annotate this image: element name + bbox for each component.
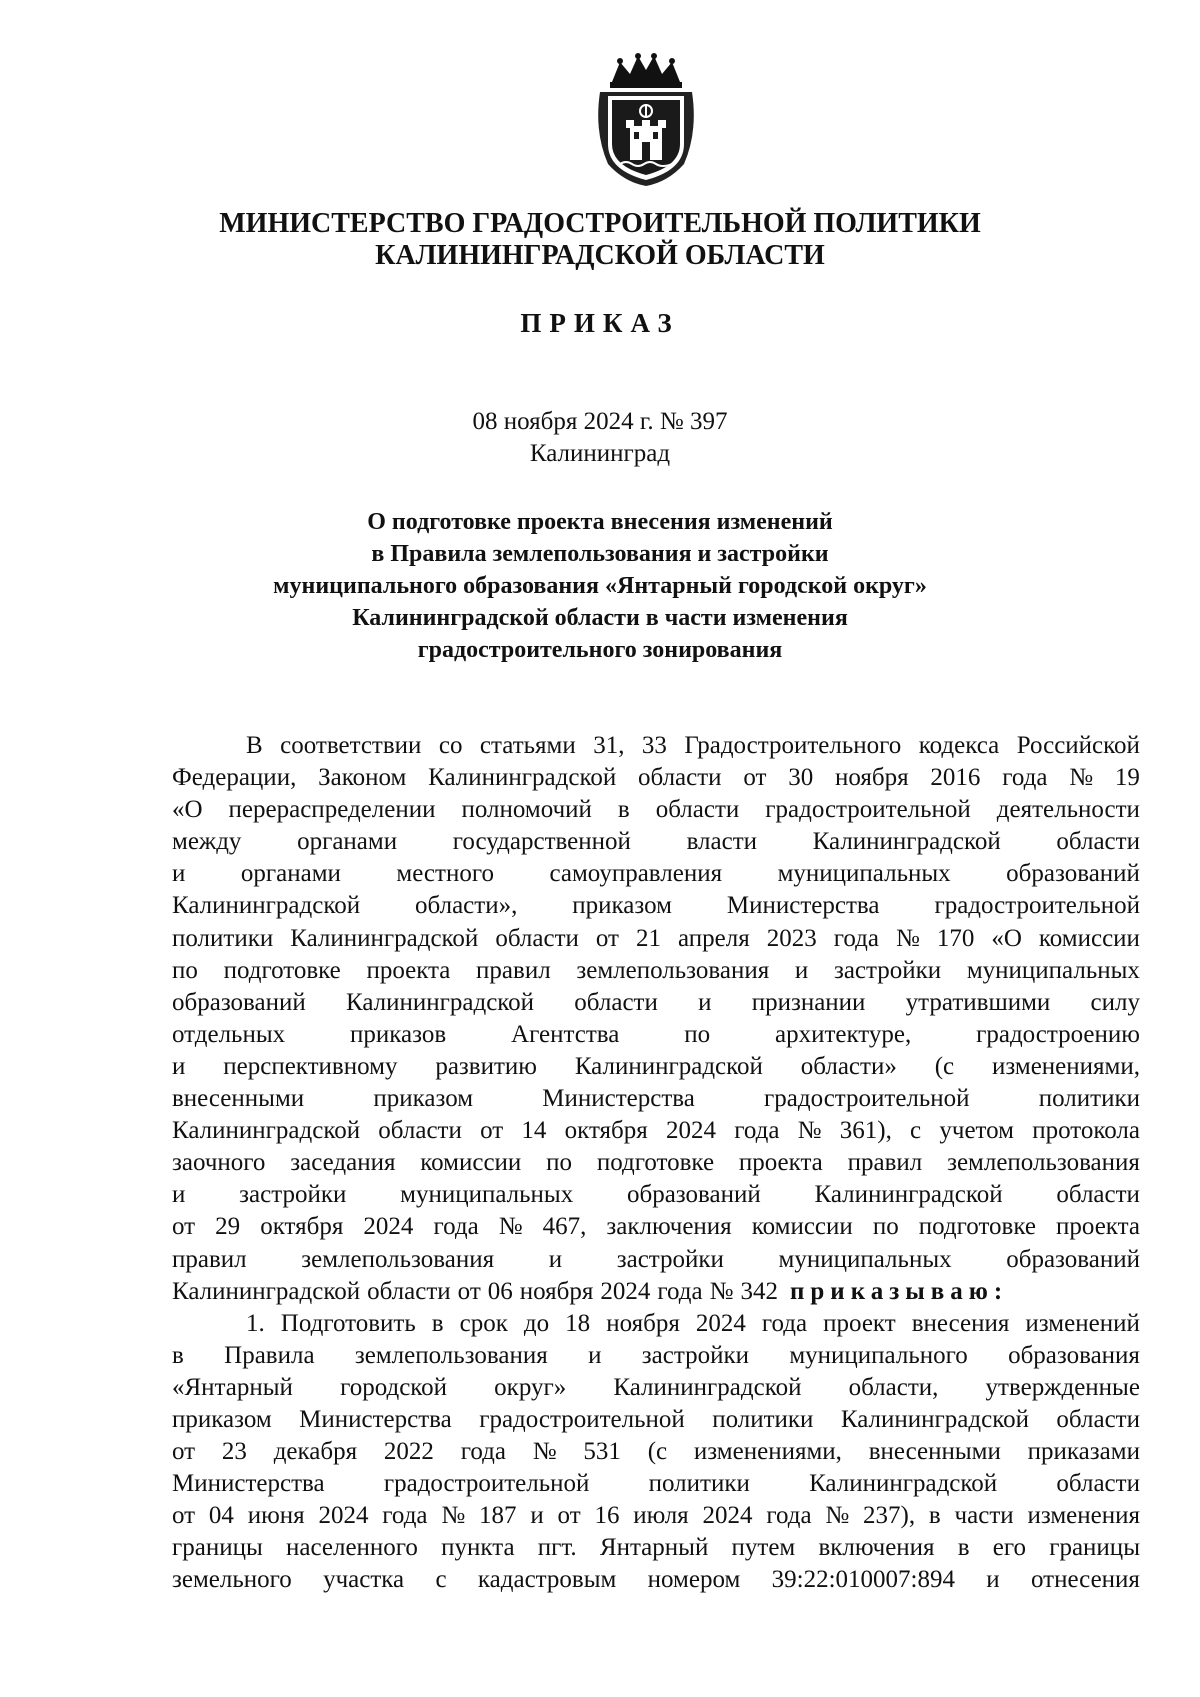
body-word: от <box>557 1502 581 1530</box>
subject-line: муниципального образования «Янтарный городской округ» <box>273 573 927 599</box>
body-word: (с <box>647 1438 668 1466</box>
body-word: и <box>986 1566 1000 1594</box>
body-word: в <box>431 1309 444 1337</box>
body-word: проекта <box>1056 1213 1140 1241</box>
body-word: землепользования <box>354 1341 548 1369</box>
body-line <box>172 890 1140 922</box>
body-word: силу <box>1090 988 1140 1016</box>
body-word: 14 <box>521 1117 547 1145</box>
body-word: и <box>548 1245 563 1273</box>
body-line <box>172 1147 1140 1179</box>
body-word: границы <box>1049 1534 1140 1562</box>
subject-line: О подготовке проекта внесения изменений <box>367 509 833 535</box>
body-word: деятельности <box>996 796 1140 824</box>
body-line <box>172 1276 1140 1308</box>
body-word: в <box>928 1502 941 1530</box>
body-word: от <box>172 1438 196 1466</box>
body-word: 2024 <box>666 1117 716 1145</box>
body-word: 170 <box>936 924 975 952</box>
body-word: самоуправления <box>549 860 723 888</box>
body-word: и <box>172 1052 186 1080</box>
body-word: от <box>172 1213 196 1241</box>
body-word: признании <box>751 988 866 1016</box>
body-word: № <box>441 1502 466 1530</box>
body-word: области» <box>800 1052 897 1080</box>
body-line <box>172 1051 1140 1083</box>
body-word: области <box>378 1117 462 1145</box>
body-word: области, <box>848 1373 939 1401</box>
body-word: подготовке <box>596 1149 715 1177</box>
body-word: в <box>957 1534 970 1562</box>
body-word: апреля <box>678 924 750 952</box>
body-word: 23 <box>221 1438 247 1466</box>
body-word: 16 <box>594 1502 620 1530</box>
body-word: приказами <box>1027 1438 1140 1466</box>
body-word: области <box>1056 1405 1140 1433</box>
body-line <box>172 955 1140 987</box>
body-word: кадастровым <box>477 1566 617 1594</box>
body-word: утратившими <box>905 988 1051 1016</box>
body-word: образований <box>172 988 306 1016</box>
body-line <box>172 1404 1140 1436</box>
body-word: от <box>480 1117 504 1145</box>
body-word: приказом <box>373 1085 474 1113</box>
body-word: года <box>433 1213 479 1241</box>
body-word: «Янтарный <box>172 1373 293 1401</box>
body-word: изменениями, <box>693 1438 842 1466</box>
subject-line: Калининградской области в части изменения <box>352 605 848 631</box>
body-word: Калининградской <box>574 1052 763 1080</box>
body-word: срок <box>459 1309 508 1337</box>
body-word: 1. <box>246 1309 265 1337</box>
body-word: ноября <box>606 1309 680 1337</box>
order-subject <box>0 506 1200 666</box>
body-word: подготовке <box>223 956 341 984</box>
body-word: населенного <box>286 1534 418 1562</box>
body-word: застройки <box>616 1245 724 1273</box>
body-word: 2024 <box>702 1502 753 1530</box>
body-word: в <box>172 1341 184 1369</box>
body-word: части <box>954 1502 1014 1530</box>
body-line <box>172 1211 1140 1243</box>
body-word: Калининградской <box>172 892 361 920</box>
body-word: его <box>992 1534 1026 1562</box>
body-line <box>172 1500 1140 1532</box>
body-word: 467, <box>542 1213 587 1241</box>
body-word: местного <box>396 860 494 888</box>
body-line <box>172 858 1140 890</box>
body-line <box>172 1468 1140 1500</box>
body-word: приказом <box>572 892 672 920</box>
body-word: июня <box>247 1502 305 1530</box>
body-word: года <box>382 1502 428 1530</box>
body-word: приказов <box>350 1020 447 1048</box>
body-word: 2024 <box>363 1213 414 1241</box>
body-word: 237), <box>863 1502 916 1530</box>
body-word: Подготовить <box>280 1309 416 1337</box>
body-word: отнесения <box>1030 1566 1140 1594</box>
body-line <box>172 1179 1140 1211</box>
body-word: соответствии <box>280 732 422 759</box>
body-word: 18 <box>565 1309 591 1337</box>
body-line <box>172 1308 1140 1340</box>
body-word: перераспределении <box>228 796 436 824</box>
body-word: градостроению <box>976 1020 1140 1048</box>
body-word: 2024 <box>600 1277 651 1305</box>
body-word: области <box>637 764 722 792</box>
body-word: округ» <box>494 1373 567 1401</box>
body-word: утвержденные <box>985 1373 1140 1401</box>
body-word: подготовке <box>918 1213 1036 1241</box>
body-word: Калининградской <box>814 1181 1003 1209</box>
body-word: землепользования <box>947 1149 1140 1177</box>
body-word: В <box>246 732 263 759</box>
body-word: Российской <box>1016 732 1140 759</box>
body-word: и <box>530 1502 544 1530</box>
body-word: области <box>495 924 579 952</box>
body-line <box>172 826 1140 858</box>
body-word: муниципальных <box>966 956 1140 984</box>
body-word: октября <box>564 1117 648 1145</box>
order-city: Калининград <box>529 440 671 467</box>
body-word: власти <box>686 828 758 856</box>
body-word: года <box>761 1309 808 1337</box>
body-word: по <box>872 1213 899 1241</box>
body-word: Министерства <box>726 892 880 920</box>
body-word: от <box>595 924 619 952</box>
body-word: ноября <box>519 1277 594 1305</box>
body-word: 187 <box>479 1502 517 1530</box>
body-word: органами <box>240 860 341 888</box>
body-word: Калининградской <box>613 1373 802 1401</box>
body-word: по <box>684 1020 711 1048</box>
body-word: муниципального <box>789 1341 968 1369</box>
body-word: 2024 <box>318 1502 369 1530</box>
subject-line: в Правила землепользования и застройки <box>371 541 829 567</box>
body-word: земельного <box>172 1566 292 1594</box>
body-word: границы <box>172 1534 263 1562</box>
body-word: № <box>895 924 920 952</box>
body-word: градостроительной <box>479 1405 685 1433</box>
body-word: образований <box>1006 860 1140 888</box>
body-word: проекта <box>366 956 451 984</box>
body-word: статьями <box>479 732 576 759</box>
body-word: перспективному <box>223 1052 398 1080</box>
body-word: Янтарный <box>599 1534 709 1562</box>
body-word: проекта <box>738 1149 823 1177</box>
body-word: комиссии <box>420 1149 522 1177</box>
body-word: года <box>460 1438 506 1466</box>
body-word: и <box>172 1181 186 1209</box>
body-word: архитектуре, <box>774 1020 912 1048</box>
body-word: года <box>766 1502 812 1530</box>
body-line <box>172 1115 1140 1147</box>
body-word: Министерства <box>542 1085 695 1113</box>
body-word: Калининградской <box>840 1405 1029 1433</box>
body-word: № <box>797 1117 822 1145</box>
body-word: государственной <box>452 828 631 856</box>
body-line <box>172 1083 1140 1115</box>
body-word: № <box>498 1213 523 1241</box>
body-word: «О <box>991 924 1022 952</box>
body-word: Калининградской <box>809 1470 998 1498</box>
body-word: изменениями, <box>991 1052 1140 1080</box>
body-word: 39:22:010007:894 <box>771 1566 955 1594</box>
body-word: 361), <box>839 1117 892 1145</box>
body-word: полномочий <box>461 796 592 824</box>
body-word: декабря <box>273 1438 358 1466</box>
body-word: Агентства <box>511 1020 620 1048</box>
body-word: с <box>910 1117 922 1145</box>
body-word: пункта <box>441 1534 515 1562</box>
body-word: 29 <box>215 1213 241 1241</box>
ministry-name-line-2: КАЛИНИНГРАДСКОЙ ОБЛАСТИ <box>375 240 825 271</box>
body-word: 342 <box>740 1277 778 1305</box>
body-word: Калининградской <box>290 924 479 952</box>
body-word: номером <box>647 1566 741 1594</box>
body-line <box>172 730 1140 762</box>
body-word: землепользования <box>301 1245 495 1273</box>
body-line <box>172 987 1140 1019</box>
body-word: Правила <box>224 1341 315 1369</box>
body-word: № <box>1069 764 1094 792</box>
body-word: 33 <box>641 732 667 759</box>
order-word: приказываю: <box>789 1277 1009 1305</box>
body-word: области <box>655 796 740 824</box>
date-and-place <box>0 406 1200 470</box>
body-word: заочного <box>172 1149 266 1177</box>
body-word: Министерства <box>172 1470 325 1498</box>
coat-of-arms-emblem <box>590 52 702 188</box>
body-line <box>172 1564 1140 1596</box>
body-word: 30 <box>788 764 814 792</box>
body-word: правил <box>476 956 551 984</box>
body-word: заключения <box>606 1213 732 1241</box>
body-word: Законом <box>318 764 407 792</box>
body-word: застройки <box>833 956 942 984</box>
body-word: и <box>698 988 712 1016</box>
body-line <box>172 1436 1140 1468</box>
body-word: внесенными <box>868 1438 1001 1466</box>
body-word: образований <box>626 1181 761 1209</box>
body-word: по <box>546 1149 573 1177</box>
body-word: 2016 <box>930 764 981 792</box>
body-word: № <box>532 1438 557 1466</box>
ministry-name-line-1: МИНИСТЕРСТВО ГРАДОСТРОИТЕЛЬНОЙ ПОЛИТИКИ <box>219 208 981 239</box>
body-word: политики <box>712 1405 814 1433</box>
body-word: застройки <box>641 1341 749 1369</box>
body-word: июля <box>633 1502 689 1530</box>
body-word: года <box>1002 764 1048 792</box>
body-word: Министерства <box>299 1405 452 1433</box>
body-word: области <box>367 1277 451 1305</box>
body-word: между <box>172 828 242 856</box>
body-word: участка <box>323 1566 405 1594</box>
body-line <box>172 1532 1140 1564</box>
body-word: области <box>1056 1470 1140 1498</box>
body-word: муниципальных <box>400 1181 574 1209</box>
body-word: заседания <box>290 1149 396 1177</box>
body-word: комиссии <box>1038 924 1140 952</box>
body-word: градостроительной <box>765 796 971 824</box>
body-word: 21 <box>636 924 661 952</box>
body-word: ноября <box>835 764 909 792</box>
body-word: и <box>794 956 809 984</box>
body-word: политики <box>648 1470 750 1498</box>
body-word: области <box>1056 1181 1140 1209</box>
body-word: городской <box>340 1373 448 1401</box>
body-word: Калининградской <box>345 988 535 1016</box>
document-type-title: ПРИКАЗ <box>520 308 680 338</box>
body-word: года <box>833 924 879 952</box>
body-word: 31, <box>593 732 625 759</box>
body-word: Градостроительного <box>684 732 902 759</box>
body-line <box>172 1244 1140 1276</box>
body-word: муниципальных <box>777 860 951 888</box>
body-word: от <box>172 1502 196 1530</box>
order-date-number: 08 ноября 2024 г. № 397 <box>472 408 728 435</box>
body-word: комиссии <box>751 1213 853 1241</box>
body-word: года <box>657 1277 703 1305</box>
body-word: № <box>825 1502 850 1530</box>
body-word: внесения <box>911 1309 1010 1337</box>
body-line <box>172 794 1140 826</box>
body-word: образований <box>1006 1245 1140 1273</box>
body-line <box>172 923 1140 955</box>
body-word: Калининградской <box>428 764 617 792</box>
body-line <box>172 1372 1140 1404</box>
body-word: землепользования <box>576 956 770 984</box>
body-word: муниципальных <box>778 1245 952 1273</box>
body-word: учетом <box>939 1117 1014 1145</box>
body-word: пгт. <box>537 1534 577 1562</box>
body-word: со <box>438 732 463 759</box>
body-word: 2023 <box>766 924 817 952</box>
body-word: по <box>172 956 198 984</box>
body-word: застройки <box>239 1181 347 1209</box>
body-word: области <box>1056 828 1140 856</box>
body-word: отдельных <box>172 1020 286 1048</box>
body-word: градостроительной <box>764 1085 970 1113</box>
body-word: изменения <box>1027 1502 1140 1530</box>
body-word: путем <box>731 1534 796 1562</box>
body-word: кодекса <box>918 732 1000 759</box>
body-word: приказом <box>172 1405 272 1433</box>
body-word: 04 <box>208 1502 234 1530</box>
body-word: № <box>709 1277 734 1305</box>
body-word: включения <box>818 1534 935 1562</box>
body-word: 06 <box>487 1277 513 1305</box>
body-word: «О <box>172 796 203 824</box>
ministry-name <box>0 208 1200 272</box>
body-word: проект <box>823 1309 896 1337</box>
body-word: политики <box>1038 1085 1140 1113</box>
body-word: внесенными <box>172 1085 305 1113</box>
body-word: протокола <box>1032 1117 1140 1145</box>
body-word: Федерации, <box>172 764 297 792</box>
body-word: органами <box>297 828 398 856</box>
order-body <box>172 730 1140 1597</box>
body-word: от <box>743 764 767 792</box>
body-word: политики <box>172 924 274 952</box>
body-word: 2022 <box>383 1438 434 1466</box>
body-word: 531 <box>583 1438 621 1466</box>
body-word: изменений <box>1025 1309 1140 1337</box>
body-word: от <box>457 1277 481 1305</box>
body-word: области», <box>415 892 518 920</box>
body-word: 19 <box>1114 764 1140 792</box>
body-word: образования <box>1008 1341 1140 1369</box>
body-word: до <box>523 1309 550 1337</box>
body-word: и <box>172 860 186 888</box>
body-line <box>172 1340 1140 1372</box>
body-word: развитию <box>435 1052 537 1080</box>
body-word: с <box>435 1566 447 1594</box>
body-word: октября <box>260 1213 344 1241</box>
body-line <box>172 1019 1140 1051</box>
body-word: правил <box>847 1149 923 1177</box>
subject-line: градостроительного зонирования <box>417 637 783 663</box>
body-word: 2024 <box>695 1309 746 1337</box>
body-word: градостроительной <box>934 892 1140 920</box>
body-word: Калининградской <box>172 1117 361 1145</box>
body-word: года <box>734 1117 780 1145</box>
body-word: градостроительной <box>383 1470 590 1498</box>
body-word: Калининградской <box>172 1277 361 1305</box>
body-word: правил <box>172 1245 247 1273</box>
body-word: в <box>617 796 630 824</box>
body-line <box>172 762 1140 794</box>
body-word: (с <box>934 1052 955 1080</box>
body-word: области <box>574 988 658 1016</box>
body-word: Калининградской <box>812 828 1001 856</box>
body-word: и <box>588 1341 602 1369</box>
